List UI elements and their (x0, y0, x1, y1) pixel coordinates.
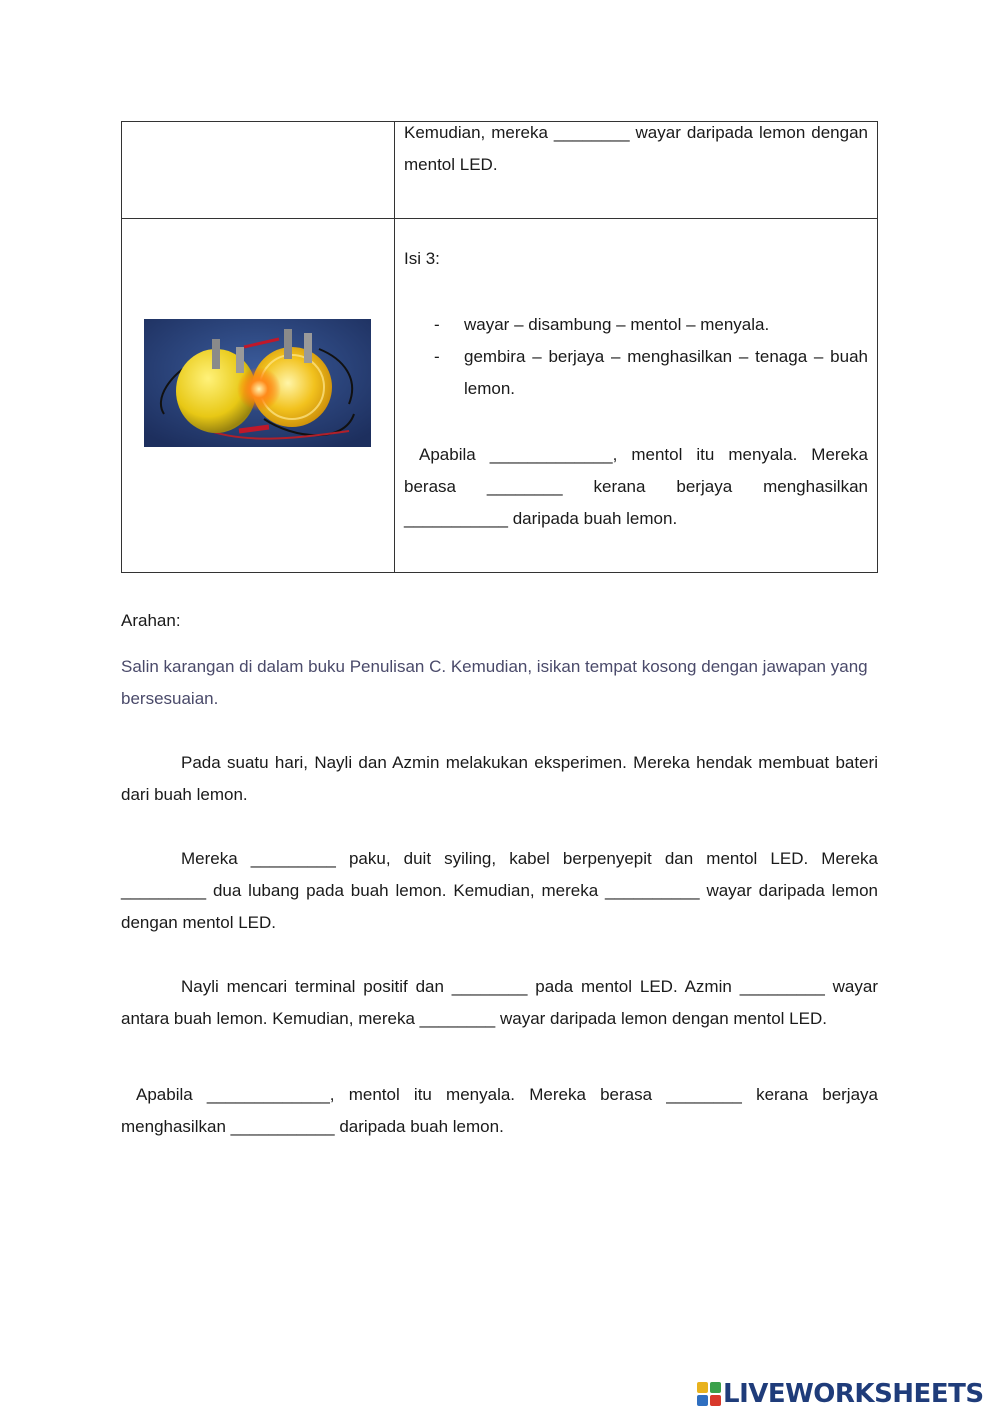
bullet-marker: - (434, 347, 440, 366)
liveworksheets-logo (697, 1378, 984, 1410)
list-item-text: gembira – berjaya – menghasilkan – tenaga – buah lemon. (464, 347, 868, 398)
text-cell (395, 122, 878, 219)
liveworksheets-logo-icon (697, 1382, 721, 1406)
text-cell (395, 219, 878, 573)
list-item (404, 309, 868, 341)
essay-paragraph-1: Pada suatu hari, Nayli dan Azmin melakukan eksperimen. Mereka hendak membuat bateri dari buah lemon. (121, 753, 878, 804)
instructions-text: Salin karangan di dalam buku Penulisan C. Kemudian, isikan tempat kosong dengan jawapan yang bersesuaian. (121, 657, 868, 708)
keyword-list (404, 309, 868, 405)
image-cell (122, 122, 395, 219)
essay-paragraph-4: Apabila _____________, mentol itu menyala. Mereka berasa ________ kerana berjaya menghasilkan ___________ daripada buah lemon. (121, 1085, 878, 1136)
list-item-text: wayar – disambung – mentol – menyala. (464, 315, 770, 334)
instructions-label: Arahan: (121, 611, 181, 630)
logo-text: LIVEWORKSHEETS (723, 1379, 984, 1409)
essay-paragraph-2: Mereka _________ paku, duit syiling, kabel berpenyepit dan mentol LED. Mereka _________ dua lubang pada buah lemon. Kemudian, mereka __________ wayar daripada lemon dengan mentol LED. (121, 849, 878, 932)
row2-paragraph: Apabila _____________, mentol itu menyala. Mereka berasa ________ kerana berjaya menghasilkan ___________ daripada buah lemon. (404, 445, 868, 528)
isi-heading: Isi 3: (404, 249, 440, 268)
table-row (122, 122, 878, 219)
lemon-battery-photo (144, 319, 371, 447)
list-item (404, 341, 868, 405)
row1-text: Kemudian, mereka ________ wayar daripada lemon dengan mentol LED. (404, 123, 868, 174)
essay-paragraph-3: Nayli mencari terminal positif dan ________ pada mentol LED. Azmin _________ wayar antara buah lemon. Kemudian, mereka ________ wayar daripada lemon dengan mentol LED. (121, 977, 878, 1028)
bullet-marker: - (434, 315, 440, 334)
